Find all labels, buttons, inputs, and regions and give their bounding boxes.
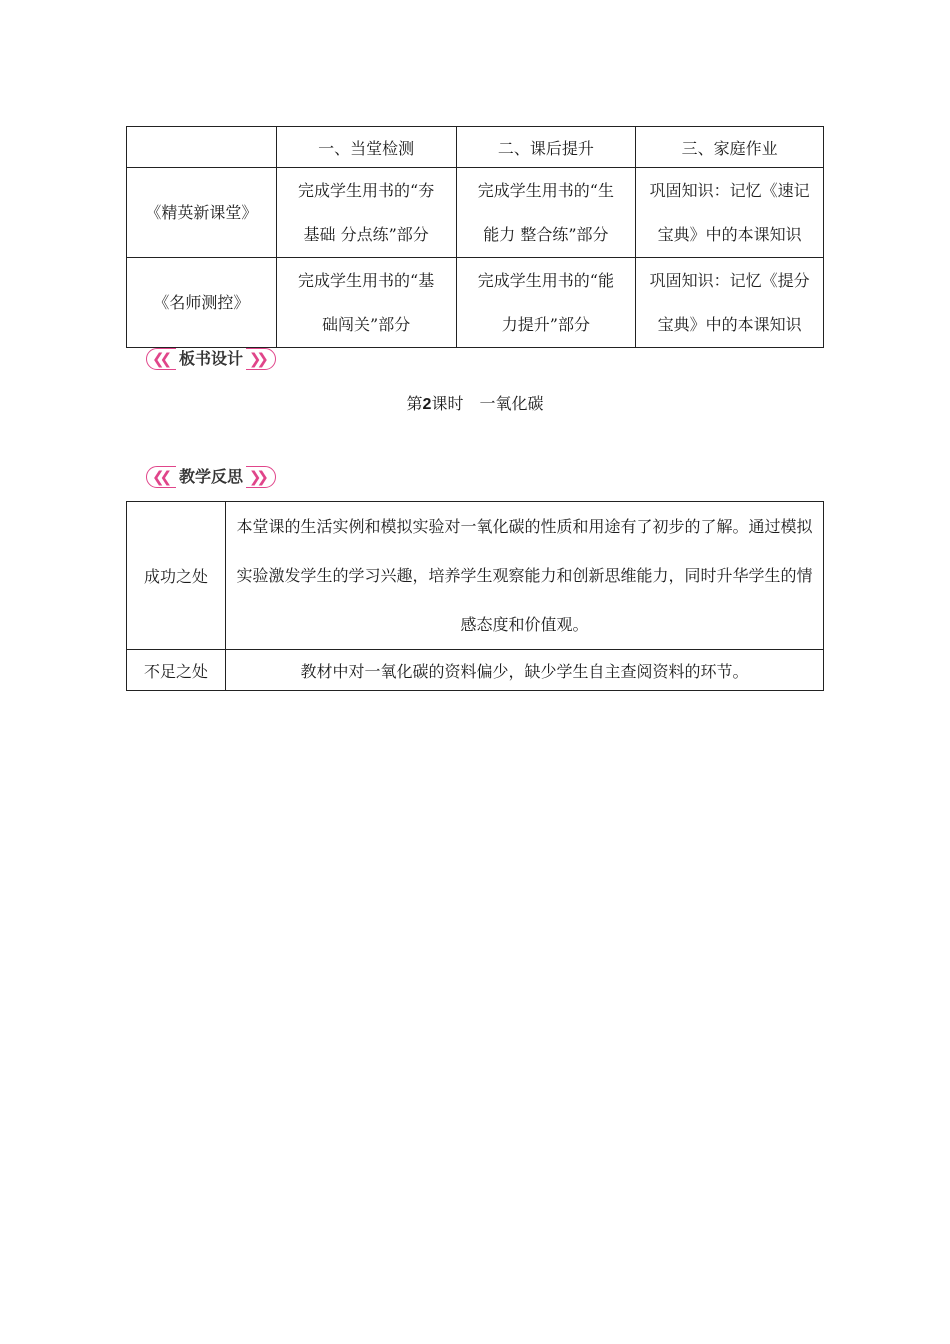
- table-cell: [456, 258, 636, 348]
- lesson-title-suffix: 课时 一氧化碳: [431, 394, 544, 413]
- table-cell: [636, 258, 824, 348]
- table-cell: [276, 168, 456, 258]
- cell-line: 础闯关”部分: [322, 314, 411, 334]
- double-chevron-right-icon: ❯❯: [248, 350, 264, 368]
- board-design-banner: [146, 348, 276, 370]
- cell-line: 巩固知识：记忆《提分: [649, 270, 810, 290]
- table-row: [127, 502, 824, 650]
- lesson-title-prefix: 第: [406, 394, 423, 413]
- header-cell-empty: [127, 127, 277, 168]
- homework-table: [126, 126, 824, 348]
- reflection-text-success: 本堂课的生活实例和模拟实验对一氧化碳的性质和用途有了初步的了解。通过模拟实验激发学生的学习兴趣，培养学生观察能力和创新思维能力，同时升华学生的情感态度和价值观。: [226, 502, 824, 650]
- table-row: [127, 258, 824, 348]
- table-cell: [276, 258, 456, 348]
- cell-line: 宝典》中的本课知识: [657, 224, 802, 244]
- table-cell: [456, 168, 636, 258]
- reflection-table: [126, 501, 824, 691]
- banner-label: 板书设计: [176, 348, 246, 370]
- double-chevron-left-icon: ❮❮: [152, 468, 168, 486]
- row-name: 《名师测控》: [127, 258, 277, 348]
- reflection-text-shortcoming: 教材中对一氧化碳的资料偏少，缺少学生自主查阅资料的环节。: [226, 650, 824, 691]
- table-header-row: [127, 127, 824, 168]
- double-chevron-right-icon: ❯❯: [248, 468, 264, 486]
- cell-line: 完成学生用书的“能: [477, 270, 614, 290]
- cell-line: 力提升”部分: [501, 314, 590, 334]
- table-row: [127, 168, 824, 258]
- header-cell-in-class-check: 一、当堂检测: [276, 127, 456, 168]
- row-name: 《精英新课堂》: [127, 168, 277, 258]
- double-chevron-left-icon: ❮❮: [152, 350, 168, 368]
- cell-line: 巩固知识：记忆《速记: [649, 180, 810, 200]
- table-cell: [636, 168, 824, 258]
- header-cell-homework: 三、家庭作业: [636, 127, 824, 168]
- teaching-reflection-banner: [146, 466, 276, 488]
- banner-label: 教学反思: [176, 466, 246, 488]
- cell-line: 完成学生用书的“基: [298, 270, 435, 290]
- lesson-number: 2: [422, 396, 432, 413]
- lesson-title: [0, 391, 950, 414]
- cell-line: 宝典》中的本课知识: [657, 314, 802, 334]
- row-label-success: 成功之处: [127, 502, 226, 650]
- row-label-shortcoming: 不足之处: [127, 650, 226, 691]
- cell-line: 基础 分点练”部分: [303, 224, 429, 244]
- header-cell-after-class: 二、课后提升: [456, 127, 636, 168]
- cell-line: 完成学生用书的“夯: [298, 180, 435, 200]
- cell-line: 能力 整合练”部分: [483, 224, 609, 244]
- table-row: [127, 650, 824, 691]
- cell-line: 完成学生用书的“生: [477, 180, 614, 200]
